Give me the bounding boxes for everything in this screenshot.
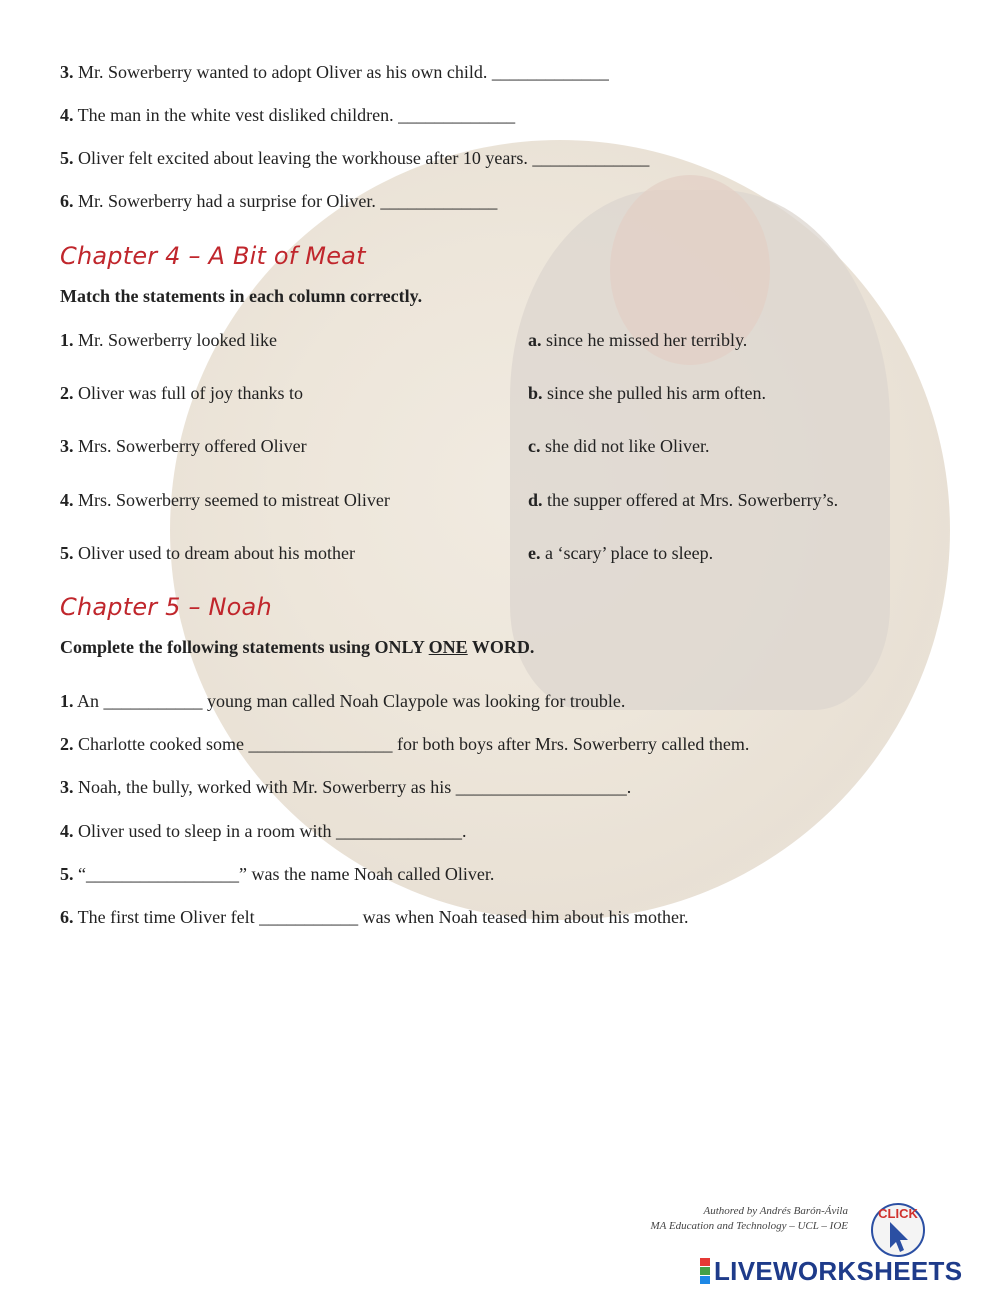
chapter-5-instruction: Complete the following statements using ONLY ONE WORD. [60,637,535,657]
chapter-5-title: Chapter 5 – Noah [60,593,272,621]
match-left-item: 2. Oliver was full of joy thanks to [60,383,303,403]
fill-blank-item: 6. The first time Oliver felt ___________ was when Noah teased him about his mother. [60,907,689,927]
true-false-item: 4. The man in the white vest disliked children. _____________ [60,105,516,125]
match-right-item: c. she did not like Oliver. [528,436,710,456]
click-logo-text: CLICK [878,1206,918,1221]
match-left-item: 5. Oliver used to dream about his mother [60,543,355,563]
true-false-item: 6. Mr. Sowerberry had a surprise for Oliver. _____________ [60,191,498,211]
true-false-item: 5. Oliver felt excited about leaving the workhouse after 10 years. _____________ [60,148,650,168]
match-right-item: a. since he missed her terribly. [528,330,748,350]
match-left-item: 4. Mrs. Sowerberry seemed to mistreat Oliver [60,490,390,510]
logo-blocks-icon [700,1258,710,1285]
match-right-item: d. the supper offered at Mrs. Sowerberry’s. [528,490,839,510]
match-left-item: 3. Mrs. Sowerberry offered Oliver [60,436,307,456]
author-affiliation: MA Education and Technology – UCL – IOE [650,1220,848,1232]
click-logo [860,1198,932,1258]
match-left-item: 1. Mr. Sowerberry looked like [60,330,277,350]
fill-blank-item: 1. An ___________ young man called Noah Claypole was looking for trouble. [60,691,626,711]
fill-blank-item: 2. Charlotte cooked some ________________ for both boys after Mrs. Sowerberry called them. [60,734,750,754]
logo-text: LIVEWORKSHEETS [714,1256,963,1286]
liveworksheets-logo[interactable] [700,1256,962,1287]
chapter-4-title: Chapter 4 – A Bit of Meat [60,242,366,270]
true-false-item: 3. Mr. Sowerberry wanted to adopt Oliver as his own child. _____________ [60,62,609,82]
fill-blank-item: 4. Oliver used to sleep in a room with ______________. [60,821,467,841]
fill-blank-item: 5. “_________________” was the name Noah called Oliver. [60,864,495,884]
fill-blank-item: 3. Noah, the bully, worked with Mr. Sowerberry as his ___________________. [60,777,632,797]
match-right-item: b. since she pulled his arm often. [528,383,766,403]
match-right-item: e. a ‘scary’ place to sleep. [528,543,714,563]
author-credit: Authored by Andrés Barón-Ávila [703,1205,848,1217]
chapter-4-instruction: Match the statements in each column correctly. [60,286,423,306]
